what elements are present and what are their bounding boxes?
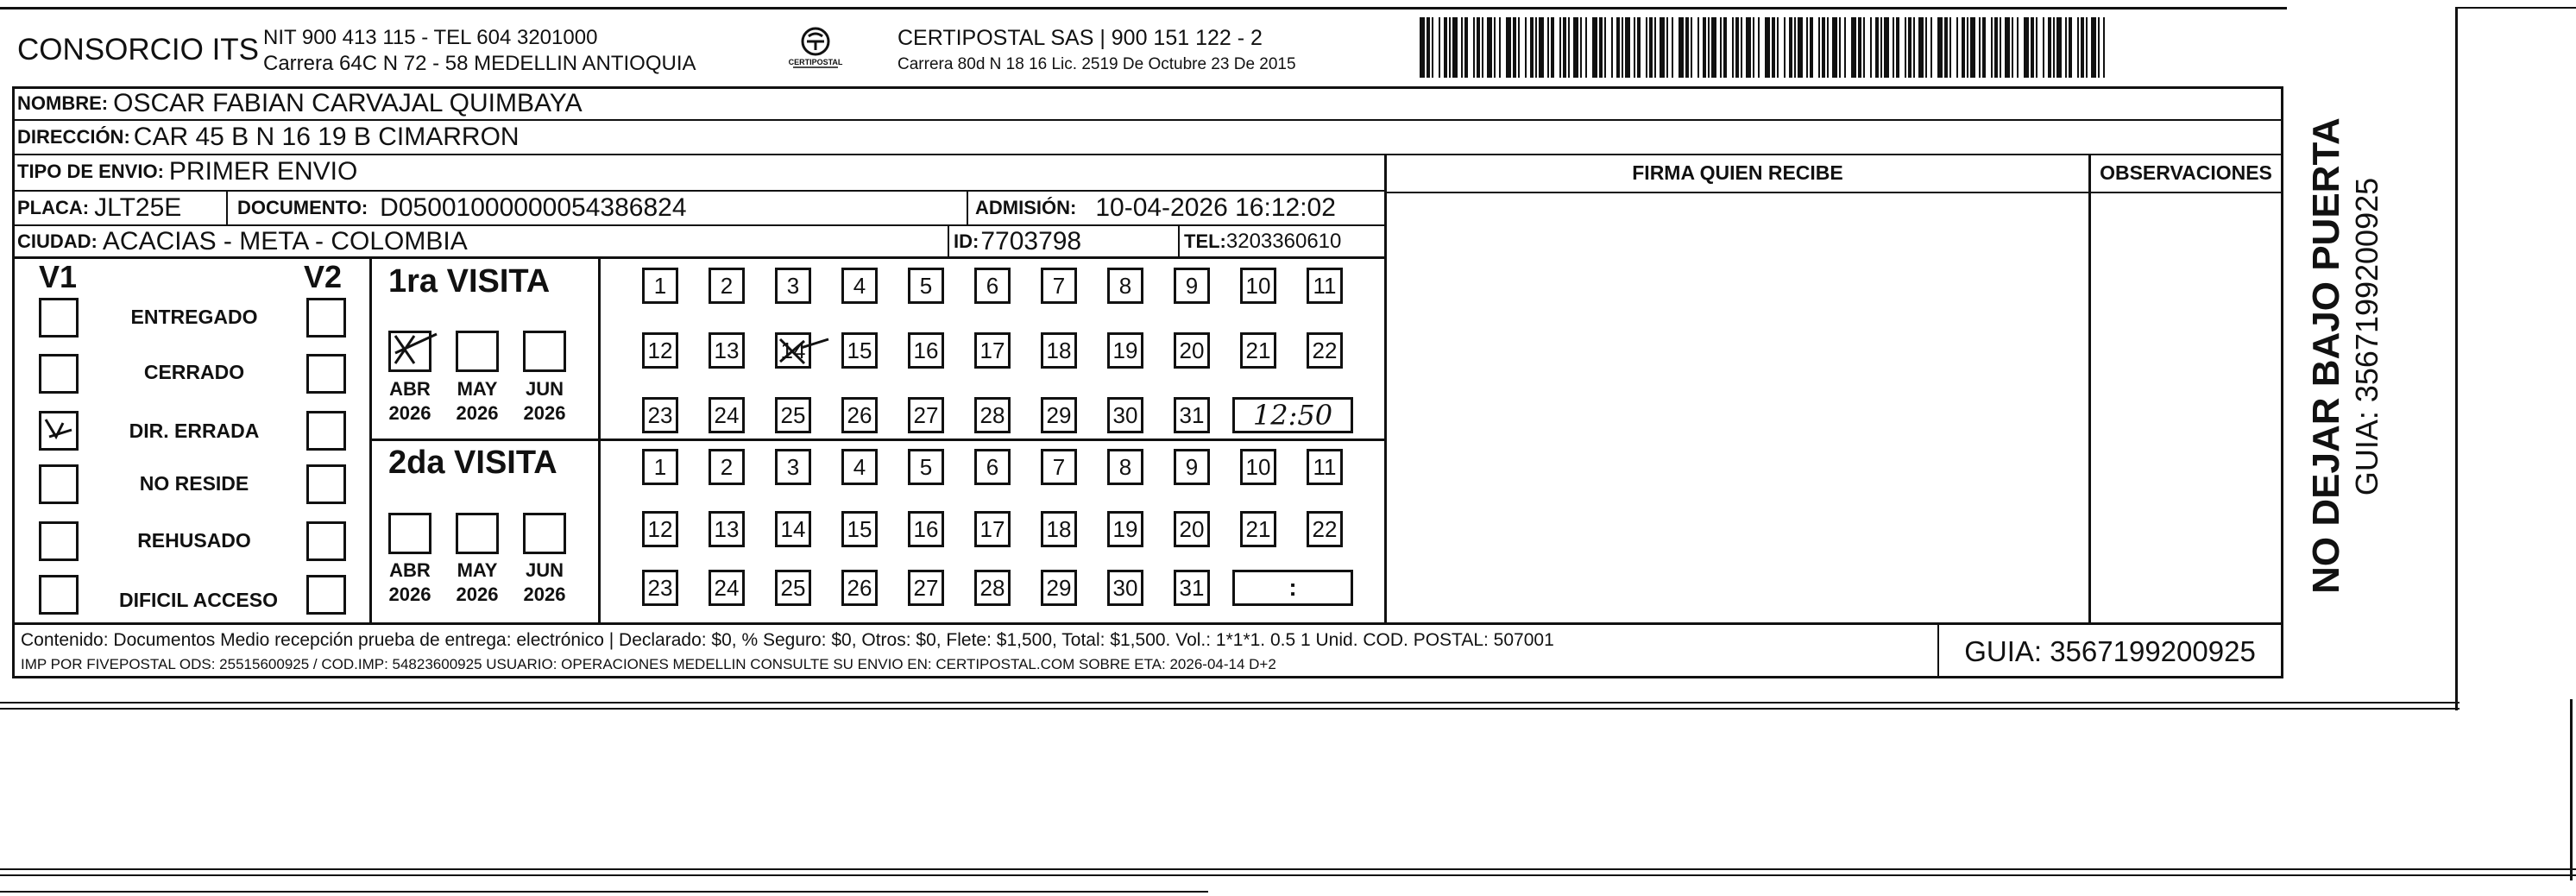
first-visit-day-17[interactable]: 17 [974,332,1011,369]
first-visit-day-24[interactable]: 24 [709,397,745,433]
v2-rehusado-checkbox[interactable] [306,521,346,561]
second-visit-day-3[interactable]: 3 [775,449,811,485]
v2-label: V2 [304,259,343,294]
first-visit-day-11[interactable]: 11 [1307,268,1343,304]
first-visit-day-5[interactable]: 5 [908,268,944,304]
v1-no-reside-checkbox[interactable] [39,464,79,504]
first-visit-day-8[interactable]: 8 [1107,268,1143,304]
second-visit-day-13[interactable]: 13 [709,511,745,547]
first-visit-day-19[interactable]: 19 [1107,332,1143,369]
second-visit-day-23[interactable]: 23 [642,570,678,606]
second-visit-day-22[interactable]: 22 [1307,511,1343,547]
second-visit-month-may: MAY [457,559,498,581]
nombre-value: OSCAR FABIAN CARVAJAL QUIMBAYA [113,89,583,117]
first-visit-day-20[interactable]: 20 [1174,332,1210,369]
footer-contenido: Contenido: Documentos Medio recepción prueba de entrega: electrónico | Declarado: $0, % Seguro: $0, Otros: $0, Flete: $1,500, Total: $1,500. Vol.: 1*1*1. 0.5 1 Unid. COD. POSTAL: 507001 [21,630,1554,650]
tel-value: 3203360610 [1225,230,1342,253]
first-visit-day-10[interactable]: 10 [1240,268,1276,304]
v1-dificil-acceso-checkbox[interactable] [39,575,79,615]
side-guia: GUIA: 3567199200925 [2349,177,2384,496]
tipo-envio-label: TIPO DE ENVIO: [17,161,164,182]
second-visit-day-9[interactable]: 9 [1174,449,1210,485]
v1-cerrado-checkbox[interactable] [39,354,79,394]
first-visit-day-1[interactable]: 1 [642,268,678,304]
first-visit-day-21[interactable]: 21 [1240,332,1276,369]
second-visit-day-18[interactable]: 18 [1041,511,1077,547]
second-visit-day-26[interactable]: 26 [841,570,878,606]
second-visit-year-may: 2026 [456,584,499,605]
ciudad-label: CIUDAD: [17,230,98,252]
second-visit-day-28[interactable]: 28 [974,570,1011,606]
firma-header: FIRMA QUIEN RECIBE [1632,161,1843,184]
barcode [1420,17,2114,78]
second-visit-day-5[interactable]: 5 [908,449,944,485]
status-dir-errada: DIR. ERRADA [129,420,260,442]
second-visit-time-box[interactable] [1232,570,1353,606]
first-visit-day-15[interactable]: 15 [841,332,878,369]
first-visit-day-14[interactable]: 14 [775,332,811,369]
direccion-value: CAR 45 B N 16 19 B CIMARRON [133,123,520,151]
second-visit-day-20[interactable]: 20 [1174,511,1210,547]
first-visit-year-jun: 2026 [523,402,566,424]
first-visit-day-2[interactable]: 2 [709,268,745,304]
second-visit-abr-box[interactable] [388,513,431,554]
observaciones-header: OBSERVACIONES [2100,161,2272,184]
tipo-envio-value: PRIMER ENVIO [168,157,358,186]
first-visit-title: 1ra VISITA [388,263,551,300]
placa-label: PLACA: [17,197,90,218]
first-visit-day-22[interactable]: 22 [1307,332,1343,369]
certipostal-logo-text: CERTIPOSTAL [788,58,843,66]
second-visit-day-11[interactable]: 11 [1307,449,1343,485]
v2-entregado-checkbox[interactable] [306,298,346,338]
tel-label: TEL: [1184,230,1226,252]
first-visit-day-12[interactable]: 12 [642,332,678,369]
v2-dir-errada-checkbox[interactable] [306,411,346,451]
first-visit-abr-box[interactable] [388,331,431,372]
second-visit-time: : [1288,574,1297,601]
first-visit-month-jun: JUN [525,378,564,400]
v2-dificil-acceso-checkbox[interactable] [306,575,346,615]
v2-cerrado-checkbox[interactable] [306,354,346,394]
first-visit-day-29[interactable]: 29 [1041,397,1077,433]
second-visit-day-15[interactable]: 15 [841,511,878,547]
status-no-reside: NO RESIDE [139,472,249,495]
v1-dir-errada-checkbox[interactable] [39,411,79,451]
second-visit-day-31[interactable]: 31 [1174,570,1210,606]
first-visit-day-13[interactable]: 13 [709,332,745,369]
second-visit-day-30[interactable]: 30 [1107,570,1143,606]
second-visit-day-27[interactable]: 27 [908,570,944,606]
second-visit-day-6[interactable]: 6 [974,449,1011,485]
footer-imp: IMP POR FIVEPOSTAL ODS: 25515600925 / COD.IMP: 54823600925 USUARIO: OPERACIONES MEDELLIN CONSULTE SU ENVIO EN: CERTIPOSTAL.COM SOBRE ETA: 2026-04-14 D+2 [21,656,1276,672]
handwritten-check-mark [39,411,79,451]
second-visit-year-jun: 2026 [523,584,566,605]
second-visit-day-14[interactable]: 14 [775,511,811,547]
first-visit-day-9[interactable]: 9 [1174,268,1210,304]
first-visit-day-26[interactable]: 26 [841,397,878,433]
first-visit-day-16[interactable]: 16 [908,332,944,369]
admision-value: 10-04-2026 16:12:02 [1095,193,1336,222]
handwritten-strike-mark [775,332,835,369]
second-visit-day-1[interactable]: 1 [642,449,678,485]
status-entregado: ENTREGADO [130,306,258,328]
placa-value: JLT25E [94,193,182,222]
first-visit-time-box[interactable] [1232,397,1353,433]
first-visit-month-may: MAY [457,378,498,400]
id-value: 7703798 [980,227,1082,256]
company-nit: NIT 900 413 115 - TEL 604 3201000 [263,26,598,49]
v1-label: V1 [39,259,78,294]
company-address: Carrera 64C N 72 - 58 MEDELLIN ANTIOQUIA [263,52,696,75]
first-visit-year-may: 2026 [456,402,499,424]
first-visit-day-23[interactable]: 23 [642,397,678,433]
second-visit-title: 2da VISITA [388,445,557,481]
second-visit-month-abr: ABR [389,559,431,581]
side-warning: NO DEJAR BAJO PUERTA [2305,117,2347,594]
first-visit-day-7[interactable]: 7 [1041,268,1077,304]
nombre-label: NOMBRE: [17,92,109,114]
first-visit-day-25[interactable]: 25 [775,397,811,433]
certipostal-logo [781,24,850,76]
observaciones-area[interactable] [2092,195,2280,622]
first-visit-day-28[interactable]: 28 [974,397,1011,433]
second-visit-jun-box[interactable] [523,513,566,554]
first-visit-day-31[interactable]: 31 [1174,397,1210,433]
documento-label: DOCUMENTO: [237,197,368,218]
status-dificil-acceso: DIFICIL ACCESO [118,589,278,611]
second-visit-day-24[interactable]: 24 [709,570,745,606]
first-visit-day-30[interactable]: 30 [1107,397,1143,433]
second-visit-may-box[interactable] [456,513,499,554]
footer-guia: GUIA: 3567199200925 [1964,635,2256,667]
first-visit-time: 12:50 [1252,399,1333,432]
second-visit-year-abr: 2026 [388,584,431,605]
v1-entregado-checkbox[interactable] [39,298,79,338]
certipostal-nit: CERTIPOSTAL SAS | 900 151 122 - 2 [898,26,1263,50]
second-visit-day-19[interactable]: 19 [1107,511,1143,547]
second-visit-day-17[interactable]: 17 [974,511,1011,547]
status-cerrado: CERRADO [143,361,245,383]
documento-value: D05001000000054386824 [380,193,687,222]
second-visit-month-jun: JUN [525,559,564,581]
ciudad-value: ACACIAS - META - COLOMBIA [102,227,468,256]
v2-no-reside-checkbox[interactable] [306,464,346,504]
second-visit-day-16[interactable]: 16 [908,511,944,547]
second-visit-day-21[interactable]: 21 [1240,511,1276,547]
first-visit-jun-box[interactable] [523,331,566,372]
status-rehusado: REHUSADO [137,529,251,552]
second-visit-day-10[interactable]: 10 [1240,449,1276,485]
second-visit-day-25[interactable]: 25 [775,570,811,606]
second-visit-day-29[interactable]: 29 [1041,570,1077,606]
firma-area[interactable] [1388,195,2087,622]
company-name: CONSORCIO ITS [17,33,260,66]
first-visit-day-27[interactable]: 27 [908,397,944,433]
second-visit-day-2[interactable]: 2 [709,449,745,485]
direccion-label: DIRECCIÓN: [17,126,130,148]
second-visit-day-7[interactable]: 7 [1041,449,1077,485]
first-visit-day-3[interactable]: 3 [775,268,811,304]
first-visit-day-4[interactable]: 4 [841,268,878,304]
second-visit-day-4[interactable]: 4 [841,449,878,485]
first-visit-day-18[interactable]: 18 [1041,332,1077,369]
first-visit-day-6[interactable]: 6 [974,268,1011,304]
first-visit-may-box[interactable] [456,331,499,372]
first-visit-year-abr: 2026 [388,402,431,424]
second-visit-day-12[interactable]: 12 [642,511,678,547]
v1-rehusado-checkbox[interactable] [39,521,79,561]
admision-label: ADMISIÓN: [975,197,1077,218]
id-label: ID: [954,230,979,252]
first-visit-month-abr: ABR [389,378,431,400]
handwritten-x-mark [388,329,442,372]
certipostal-address: Carrera 80d N 18 16 Lic. 2519 De Octubre 23 De 2015 [898,55,1296,73]
second-visit-day-8[interactable]: 8 [1107,449,1143,485]
